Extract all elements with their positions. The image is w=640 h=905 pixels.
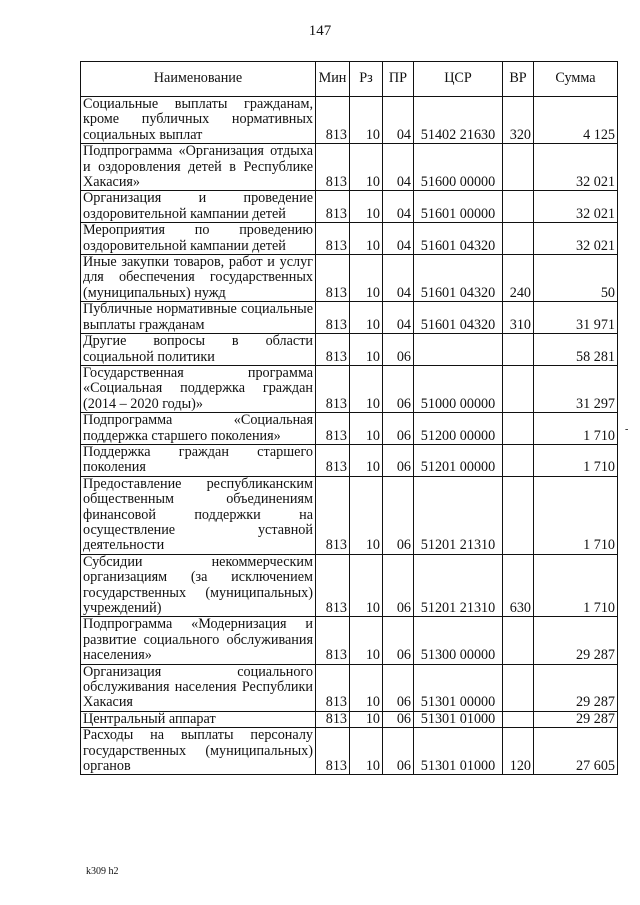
cell-pr: 06 — [383, 711, 414, 727]
cell-csr: 51301 00000 — [414, 664, 503, 711]
cell-sum: 29 287 — [534, 664, 618, 711]
cell-min: 813 — [316, 223, 350, 255]
cell-sum: 29 287 — [534, 617, 618, 664]
cell-pr: 06 — [383, 617, 414, 664]
cell-min: 813 — [316, 302, 350, 334]
cell-pr: 06 — [383, 444, 414, 476]
cell-vr: 630 — [503, 554, 534, 617]
column-header-name: Наименование — [81, 62, 316, 97]
page-number: 147 — [308, 23, 332, 39]
cell-name: Поддержка граждан старшего поколения — [81, 444, 316, 476]
cell-pr: 04 — [383, 223, 414, 255]
table-row — [81, 711, 618, 727]
table-row — [81, 664, 618, 711]
cell-sum: 4 125 — [534, 97, 618, 144]
cell-pr: 06 — [383, 365, 414, 412]
cell-vr — [503, 476, 534, 554]
table-row — [81, 302, 618, 334]
cell-min: 813 — [316, 711, 350, 727]
cell-vr — [503, 413, 534, 445]
cell-pr: 04 — [383, 97, 414, 144]
cell-csr: 51201 00000 — [414, 444, 503, 476]
cell-rz: 10 — [350, 334, 383, 366]
cell-min: 813 — [316, 191, 350, 223]
cell-vr — [503, 223, 534, 255]
table-row — [81, 97, 618, 144]
cell-min: 813 — [316, 554, 350, 617]
cell-vr — [503, 664, 534, 711]
cell-name: Центральный аппарат — [81, 711, 316, 727]
table-row — [81, 728, 618, 775]
cell-name: Субсидии некоммерческим организациям (за исключением государственных (муниципальных) учреждений) — [81, 554, 316, 617]
table-row — [81, 444, 618, 476]
table-row — [81, 617, 618, 664]
table-row — [81, 365, 618, 412]
cell-pr: 06 — [383, 334, 414, 366]
cell-name: Другие вопросы в области социальной политики — [81, 334, 316, 366]
cell-name: Иные закупки товаров, работ и услуг для обеспечения государственных (муниципальных) нужд — [81, 255, 316, 302]
cell-pr: 04 — [383, 144, 414, 191]
cell-vr — [503, 144, 534, 191]
column-header-csr: ЦСР — [414, 62, 503, 97]
cell-name: Государственная программа «Социальная поддержка граждан (2014 – 2020 годы)» — [81, 365, 316, 412]
cell-rz: 10 — [350, 444, 383, 476]
table-row — [81, 255, 618, 302]
column-header-sum: Сумма — [534, 62, 618, 97]
cell-pr: 04 — [383, 302, 414, 334]
cell-rz: 10 — [350, 728, 383, 775]
cell-rz: 10 — [350, 664, 383, 711]
cell-rz: 10 — [350, 191, 383, 223]
cell-rz: 10 — [350, 223, 383, 255]
cell-csr: 51601 04320 — [414, 255, 503, 302]
table-row — [81, 334, 618, 366]
cell-sum: 58 281 — [534, 334, 618, 366]
cell-name: Мероприятия по проведению оздоровительной кампании детей — [81, 223, 316, 255]
cell-name: Предоставление республиканским общественным объединениям финансовой поддержки на осуществление уставной деятельности — [81, 476, 316, 554]
cell-vr — [503, 617, 534, 664]
cell-pr: 04 — [383, 255, 414, 302]
cell-sum: 1 710 — [534, 554, 618, 617]
cell-vr — [503, 711, 534, 727]
cell-pr: 06 — [383, 664, 414, 711]
cell-csr: 51201 21310 — [414, 476, 503, 554]
cell-vr: 310 — [503, 302, 534, 334]
cell-pr: 06 — [383, 728, 414, 775]
table-body — [81, 97, 618, 775]
cell-vr: 120 — [503, 728, 534, 775]
cell-sum: 1 710 — [534, 444, 618, 476]
cell-rz: 10 — [350, 617, 383, 664]
budget-table — [80, 61, 618, 775]
cell-sum: 27 605 — [534, 728, 618, 775]
cell-name: Публичные нормативные социальные выплаты гражданам — [81, 302, 316, 334]
cell-min: 813 — [316, 728, 350, 775]
cell-sum: 1 710 — [534, 476, 618, 554]
cell-sum: 1 710 — [534, 413, 618, 445]
cell-name: Расходы на выплаты персоналу государственных (муниципальных) органов — [81, 728, 316, 775]
table-row — [81, 413, 618, 445]
cell-vr — [503, 191, 534, 223]
cell-min: 813 — [316, 617, 350, 664]
cell-name: Подпрограмма «Организация отдыха и оздоровления детей в Республике Хакасия» — [81, 144, 316, 191]
cell-vr — [503, 444, 534, 476]
table-row — [81, 554, 618, 617]
margin-mark: - — [625, 424, 629, 435]
cell-sum: 31 297 — [534, 365, 618, 412]
cell-rz: 10 — [350, 97, 383, 144]
cell-min: 813 — [316, 144, 350, 191]
column-header-min: Мин — [316, 62, 350, 97]
cell-pr: 06 — [383, 554, 414, 617]
cell-min: 813 — [316, 97, 350, 144]
cell-min: 813 — [316, 255, 350, 302]
cell-rz: 10 — [350, 554, 383, 617]
cell-sum: 32 021 — [534, 191, 618, 223]
cell-csr: 51402 21630 — [414, 97, 503, 144]
cell-name: Организация социального обслуживания населения Республики Хакасия — [81, 664, 316, 711]
table-row — [81, 476, 618, 554]
cell-csr: 51601 04320 — [414, 302, 503, 334]
table-header — [81, 62, 618, 97]
cell-csr: 51201 21310 — [414, 554, 503, 617]
cell-min: 813 — [316, 476, 350, 554]
cell-rz: 10 — [350, 144, 383, 191]
cell-vr — [503, 334, 534, 366]
table-row — [81, 223, 618, 255]
cell-rz: 10 — [350, 476, 383, 554]
cell-csr: 51601 04320 — [414, 223, 503, 255]
cell-name: Организация и проведение оздоровительной кампании детей — [81, 191, 316, 223]
cell-rz: 10 — [350, 255, 383, 302]
cell-csr — [414, 334, 503, 366]
table-row — [81, 144, 618, 191]
cell-sum: 29 287 — [534, 711, 618, 727]
cell-min: 813 — [316, 444, 350, 476]
cell-csr: 51200 00000 — [414, 413, 503, 445]
cell-csr: 51300 00000 — [414, 617, 503, 664]
cell-csr: 51000 00000 — [414, 365, 503, 412]
header-row — [81, 62, 618, 97]
cell-csr: 51301 01000 — [414, 728, 503, 775]
cell-sum: 32 021 — [534, 144, 618, 191]
cell-rz: 10 — [350, 413, 383, 445]
cell-min: 813 — [316, 365, 350, 412]
column-header-vr: ВР — [503, 62, 534, 97]
cell-csr: 51301 01000 — [414, 711, 503, 727]
cell-name: Социальные выплаты гражданам, кроме публичных нормативных социальных выплат — [81, 97, 316, 144]
table-row — [81, 191, 618, 223]
cell-csr: 51601 00000 — [414, 191, 503, 223]
footer-code: k309 h2 — [86, 866, 119, 877]
cell-min: 813 — [316, 413, 350, 445]
cell-min: 813 — [316, 334, 350, 366]
column-header-rz: Рз — [350, 62, 383, 97]
cell-csr: 51600 00000 — [414, 144, 503, 191]
cell-pr: 06 — [383, 413, 414, 445]
cell-rz: 10 — [350, 365, 383, 412]
cell-name: Подпрограмма «Социальная поддержка старшего поколения» — [81, 413, 316, 445]
cell-sum: 31 971 — [534, 302, 618, 334]
cell-min: 813 — [316, 664, 350, 711]
cell-sum: 32 021 — [534, 223, 618, 255]
cell-pr: 04 — [383, 191, 414, 223]
cell-vr — [503, 365, 534, 412]
cell-vr: 240 — [503, 255, 534, 302]
cell-name: Подпрограмма «Модернизация и развитие социального обслуживания населения» — [81, 617, 316, 664]
cell-sum: 50 — [534, 255, 618, 302]
column-header-pr: ПР — [383, 62, 414, 97]
cell-vr: 320 — [503, 97, 534, 144]
cell-pr: 06 — [383, 476, 414, 554]
cell-rz: 10 — [350, 302, 383, 334]
cell-rz: 10 — [350, 711, 383, 727]
